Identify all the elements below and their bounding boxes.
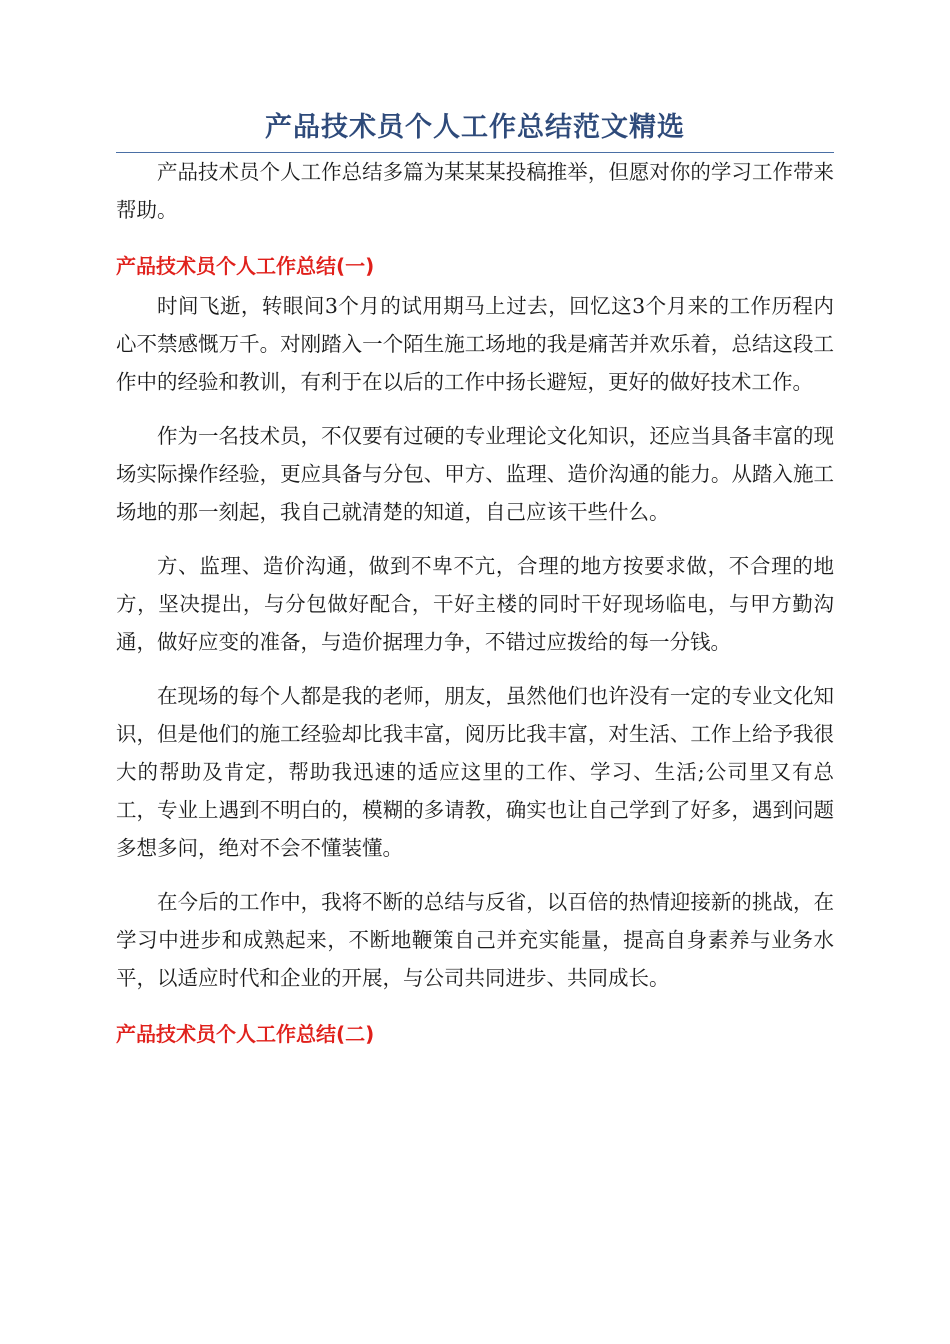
section-1-heading: 产品技术员个人工作总结(一): [116, 254, 375, 278]
document-title: 产品技术员个人工作总结范文精选: [116, 108, 834, 153]
section-1-paragraph-3: 方、监理、造价沟通，做到不卑不亢，合理的地方按要求做，不合理的地方，坚决提出，与分包做好配合，干好主楼的同时干好现场临电，与甲方勤沟通，做好应变的准备，与造价据理力争，不错过应拨给的每一分钱。: [116, 554, 834, 654]
section-1-paragraph-4: 在现场的每个人都是我的老师，朋友，虽然他们也许没有一定的专业文化知识，但是他们的施工经验却比我丰富，阅历比我丰富，对生活、工作上给予我很大的帮助及肯定，帮助我迅速的适应这里的工作、学习、生活;公司里又有总工，专业上遇到不明白的，模糊的多请教，确实也让自己学到了好多，遇到问题多想多问，绝对不会不懂装懂。: [116, 684, 834, 860]
section-2: [116, 1019, 834, 1049]
section-1: [116, 251, 834, 997]
intro-paragraph: 产品技术员个人工作总结多篇为某某某投稿推举，但愿对你的学习工作带来帮助。: [116, 160, 834, 222]
document-page: [116, 108, 834, 1055]
section-2-heading: 产品技术员个人工作总结(二): [116, 1022, 375, 1046]
section-1-paragraph-1: 时间飞逝，转眼间3个月的试用期马上过去，回忆这3个月来的工作历程内心不禁感慨万千。对刚踏入一个陌生施工场地的我是痛苦并欢乐着，总结这段工作中的经验和教训，有利于在以后的工作中扬长避短，更好的做好技术工作。: [116, 294, 834, 394]
section-1-paragraph-5: 在今后的工作中，我将不断的总结与反省，以百倍的热情迎接新的挑战，在学习中进步和成熟起来，不断地鞭策自己并充实能量，提高自身素养与业务水平，以适应时代和企业的开展，与公司共同进步、共同成长。: [116, 890, 834, 990]
section-1-paragraph-2: 作为一名技术员，不仅要有过硬的专业理论文化知识，还应当具备丰富的现场实际操作经验，更应具备与分包、甲方、监理、造价沟通的能力。从踏入施工场地的那一刻起，我自己就清楚的知道，自己应该干些什么。: [116, 424, 834, 524]
